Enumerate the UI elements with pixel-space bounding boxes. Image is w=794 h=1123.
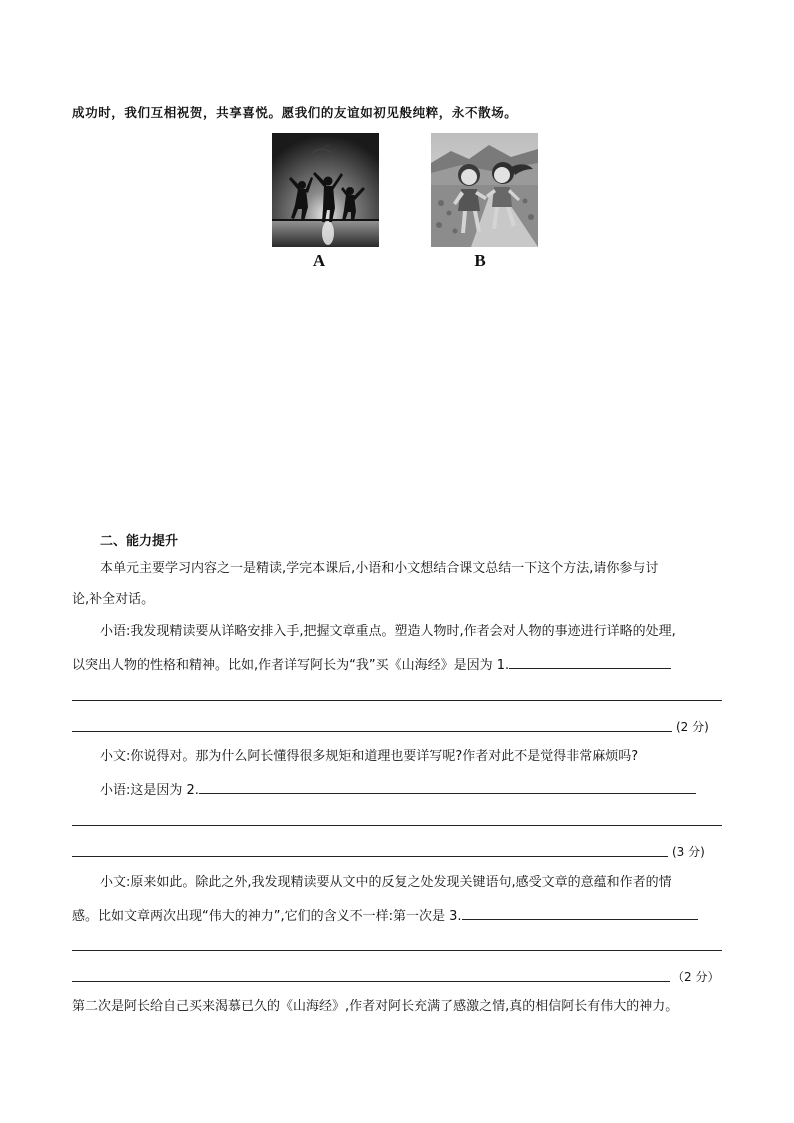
section-title: 二、能力提升 [100,534,179,549]
paragraph-line: 小文:你说得对。那为什么阿长懂得很多规矩和道理也要详写呢?作者对此不是觉得非常麻烦吗? [100,749,639,764]
paragraph-line: 论,补全对话。 [72,592,155,607]
answer-blank-3[interactable] [462,905,698,920]
photo-two-girls-running [431,133,538,247]
paragraph-line-with-blank [72,905,698,926]
answer-line[interactable] [72,825,722,826]
paragraph-line: 小文:原来如此。除此之外,我发现精读要从文中的反复之处发现关键语句,感受文章的意蕴和作者的情 [100,875,672,890]
answer-blank-2[interactable] [199,779,696,794]
paragraph-line: 第二次是阿长给自己买来渴慕已久的《山海经》,作者对阿长充满了感激之情,真的相信阿长有伟大的神力。 [72,999,679,1014]
paragraph-line-with-blank [72,654,671,675]
photo-silhouettes-jumping [272,133,379,247]
paragraph-text: 感。比如文章两次出现“伟大的神力”,它们的含义不一样:第一次是 3. [72,909,462,924]
answer-blank-1[interactable] [509,654,671,669]
paragraph-line-with-blank [100,779,696,800]
photo-caption-b: B [474,251,486,270]
paragraph-line: 小语:我发现精读要从详略安排入手,把握文章重点。塑造人物时,作者会对人物的事迹进行详略的处理, [100,624,676,639]
answer-line[interactable] [72,731,672,732]
score-label: (3 分) [672,845,705,859]
answer-line[interactable] [72,856,668,857]
paragraph-line: 本单元主要学习内容之一是精读,学完本课后,小语和小文想结合课文总结一下这个方法,请你参与讨 [100,561,659,576]
paragraph-text: 以突出人物的性格和精神。比如,作者详写阿长为“我”买《山海经》是因为 1. [72,658,510,673]
answer-line[interactable] [72,981,670,982]
answer-line[interactable] [72,700,722,701]
score-label: （2 分） [672,970,720,984]
score-label: (2 分) [676,720,709,734]
answer-line[interactable] [72,950,722,951]
paragraph-text: 小语:这是因为 2. [100,783,199,798]
photo-caption-a: A [312,251,326,270]
intro-text: 成功时，我们互相祝贺，共享喜悦。愿我们的友谊如初见般纯粹，永不散场。 [72,105,518,120]
